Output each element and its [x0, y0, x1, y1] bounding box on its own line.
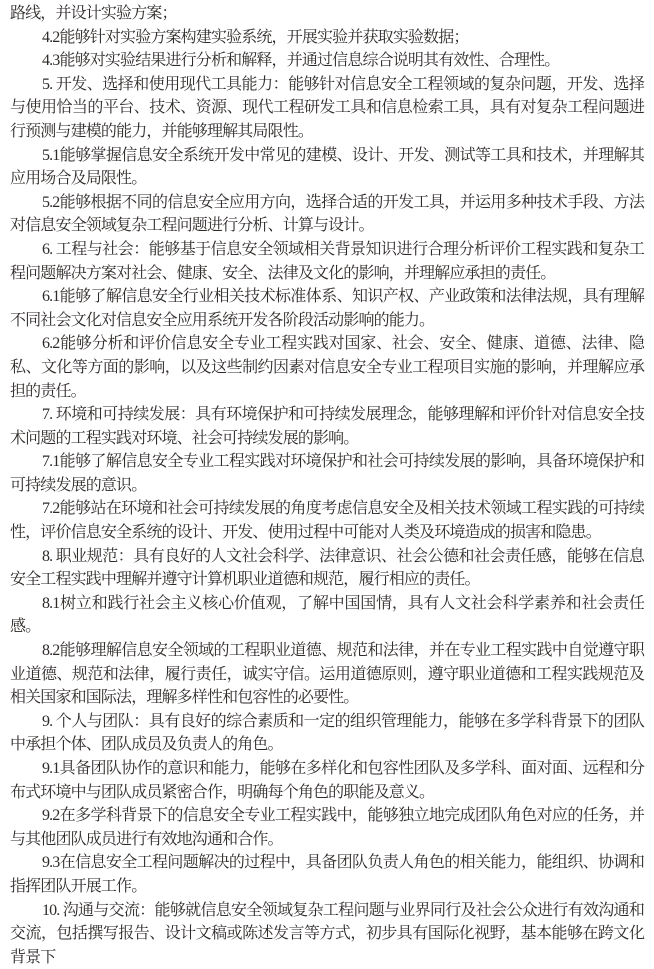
- paragraph-item-7-2: 7.2能够站在环境和社会可持续发展的角度考虑信息安全及相关技术领域工程实践的可持续性，评价信息安全系统的设计、开发、使用过程中可能对人类及环境造成的损害和隐患。: [10, 500, 644, 542]
- paragraph-item-5-1: 5.1能够掌握信息安全系统开发中常见的建模、设计、开发、测试等工具和技术，并理解其应用场合及局限性。: [10, 146, 644, 188]
- paragraph-section-9-individual-team: 9. 个人与团队：具有良好的综合素质和一定的组织管理能力，能够在多学科背景下的团队中承担个体、团队成员及负责人的角色。: [10, 712, 644, 754]
- paragraph-item-7-1: 7.1能够了解信息安全专业工程实践对环境保护和社会可持续发展的影响，具备环境保护和可持续发展的意识。: [10, 453, 644, 494]
- paragraph-item-6-1: 6.1能够了解信息安全行业相关技术标准体系、知识产权、产业政策和法律法规，具有理解不同社会文化对信息安全应用系统开发各阶段活动影响的能力。: [10, 288, 644, 329]
- paragraph-item-9-2: 9.2在多学科背景下的信息安全专业工程实践中，能够独立地完成团队角色对应的任务，并与其他团队成员进行有效地沟通和合作。: [10, 807, 644, 848]
- paragraph-item-4-2: 4.2能够针对实验方案构建实验系统，开展实验并获取实验数据；: [42, 28, 469, 46]
- paragraph-item-8-1: 8.1树立和践行社会主义核心价值观，了解中国国情，具有人文社会科学素养和社会责任感。: [10, 594, 644, 636]
- paragraph-item-6-2: 6.2能够分析和评价信息安全专业工程实践对国家、社会、安全、健康、道德、法律、隐私、文化等方面的影响，以及这些制约因素对信息安全专业工程项目实施的影响，并理解应承担的责任。: [10, 335, 644, 400]
- paragraph-continuation-4-1: 路线，并设计实验方案；: [10, 5, 177, 22]
- paragraph-section-8-professional-norms: 8. 职业规范：具有良好的人文社会科学、法律意识、社会公德和社会责任感，能够在信息安全工程实践中理解并遵守计算机职业道德和规范，履行相应的责任。: [10, 547, 644, 589]
- paragraph-item-8-2: 8.2能够理解信息安全领域的工程职业道德、规范和法律，并在专业工程实践中自觉遵守职业道德、规范和法律，履行责任，诚实守信。运用道德原则，遵守职业道德和工程实践规范及相关国家和国际法，理解多样性和包容性的必要性。: [10, 642, 644, 707]
- paragraph-item-4-3: 4.3能够对实验结果进行分析和解释，并通过信息综合说明其有效性、合理性。: [42, 52, 560, 70]
- paragraph-item-9-1: 9.1具备团队协作的意识和能力，能够在多样化和包容性团队及多学科、面对面、远程和分布式环境中与团队成员紧密合作，明确每个角色的职能及意义。: [10, 760, 644, 801]
- paragraph-section-6-engineering-society: 6. 工程与社会：能够基于信息安全领域相关背景知识进行合理分析评价工程实践和复杂工程问题解决方案对社会、健康、安全、法律及文化的影响，并理解应承担的责任。: [10, 240, 644, 282]
- paragraph-item-9-3: 9.3在信息安全工程问题解决的过程中，具备团队负责人角色的相关能力，能组织、协调和指挥团队开展工作。: [10, 854, 644, 895]
- paragraph-section-5-modern-tools: 5. 开发、选择和使用现代工具能力：能够针对信息安全工程领域的复杂问题，开发、选择与使用恰当的平台、技术、资源、现代工程研发工具和信息检索工具，具有对复杂工程问题进行预测与建模的能力，并能够理解其局限性。: [10, 75, 644, 140]
- paragraph-section-7-environment-sustainability: 7. 环境和可持续发展：具有环境保护和可持续发展理念，能够理解和评价针对信息安全技术问题的工程实践对环境、社会可持续发展的影响。: [10, 406, 644, 447]
- paragraph-item-5-2: 5.2能够根据不同的信息安全应用方向，选择合适的开发工具，并运用多种技术手段、方法对信息安全领域复杂工程问题进行分析、计算与设计。: [10, 193, 644, 235]
- paragraph-section-10-communication: 10. 沟通与交流：能够就信息安全领域复杂工程问题与业界同行及社会公众进行有效沟通和交流，包括撰写报告、设计文稿或陈述发言等方式，初步具有国际化视野，基本能够在跨文化背景下: [10, 901, 644, 966]
